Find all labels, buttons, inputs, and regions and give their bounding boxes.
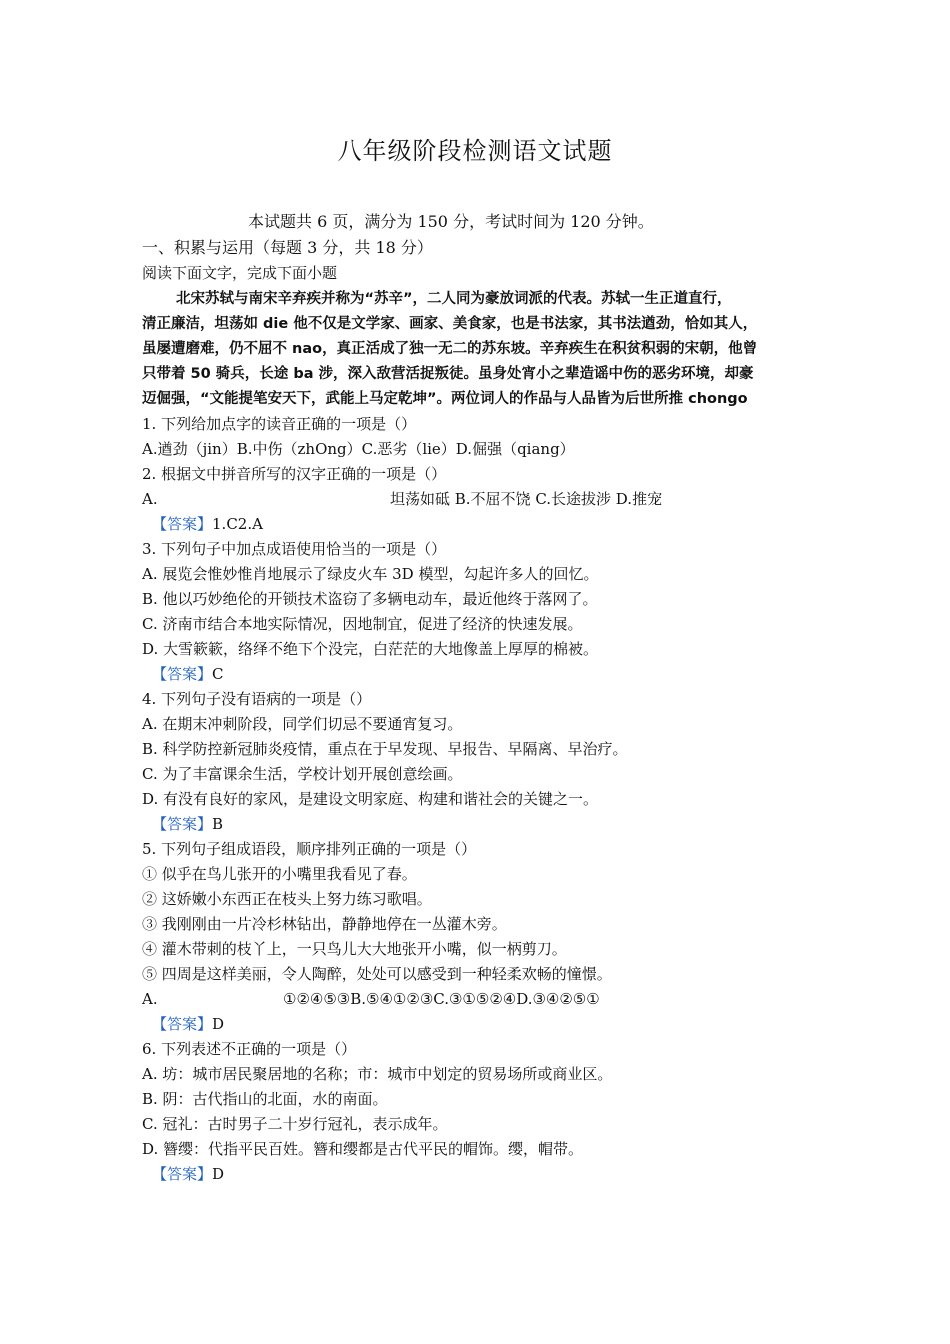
question-5-sentence-3: ③ 我刚刚由一片冷杉林钻出，静静地停在一丛灌木旁。 xyxy=(142,915,507,933)
question-3-stem: 3. 下列句子中加点成语使用恰当的一项是（） xyxy=(142,540,447,558)
question-4-option-c: C. 为了丰富课余生活，学校计划开展创意绘画。 xyxy=(142,765,463,783)
passage-line-2: 清正廉洁，坦荡如 die 他不仅是文学家、画家、美食家，也是书法家，其书法遒劲，恰如其人， xyxy=(142,316,758,332)
answer-5 xyxy=(152,1014,224,1034)
answer-4 xyxy=(152,814,223,834)
question-3-option-d: D. 大雪簌簌，络绎不绝下个没完，白茫茫的大地像盖上厚厚的棉被。 xyxy=(142,640,599,658)
question-6-option-c: C. 冠礼：古时男子二十岁行冠礼，表示成年。 xyxy=(142,1115,448,1133)
question-6-option-a: A. 坊：城市居民聚居地的名称；市：城市中划定的贸易场所或商业区。 xyxy=(142,1065,613,1083)
page-title: 八年级阶段检测语文试题 xyxy=(337,137,613,165)
question-2-options: 坦荡如砥 B.不屈不饶 C.长途拔涉 D.推宠 xyxy=(390,490,663,508)
exam-intro: 本试题共 6 页，满分为 150 分，考试时间为 120 分钟。 xyxy=(248,212,654,231)
question-1-stem: 1. 下列给加点字的读音正确的一项是（） xyxy=(142,415,417,433)
passage-line-5: 迈倔强，“文能提笔安天下，武能上马定乾坤”。两位词人的作品与人品皆为后世所推 chongo xyxy=(142,391,748,407)
question-5-sentence-1: ① 似乎在鸟儿张开的小嘴里我看见了春。 xyxy=(142,865,417,883)
answer-tag: 【答案】 xyxy=(152,665,213,683)
question-3-option-c: C. 济南市结合本地实际情况，因地制宜，促进了经济的快速发展。 xyxy=(142,615,583,633)
answer-tag: 【答案】 xyxy=(152,1015,213,1033)
question-2-option-label: A. xyxy=(142,490,158,508)
answer-value: D xyxy=(212,1165,225,1183)
question-5-option-label: A. xyxy=(142,990,158,1008)
question-4-option-d: D. 有没有良好的家风，是建设文明家庭、构建和谐社会的关键之一。 xyxy=(142,790,599,808)
question-4-stem: 4. 下列句子没有语病的一项是（） xyxy=(142,690,372,708)
answer-tag: 【答案】 xyxy=(152,1165,213,1183)
answer-3 xyxy=(152,664,224,684)
answer-value: 1.C2.A xyxy=(212,515,263,533)
question-6-stem: 6. 下列表述不正确的一项是（） xyxy=(142,1040,357,1058)
answer-1-2 xyxy=(152,514,263,534)
question-5-options: ①②④⑤③B.⑤④①②③C.③①⑤②④D.③④②⑤① xyxy=(283,990,600,1008)
reading-instruction: 阅读下面文字，完成下面小题 xyxy=(142,264,338,282)
question-5-sentence-5: ⑤ 四周是这样美丽，令人陶醉，处处可以感受到一种轻柔欢畅的憧憬。 xyxy=(142,965,612,983)
question-4-option-a: A. 在期末冲刺阶段，同学们切忌不要通宵复习。 xyxy=(142,715,463,733)
question-6-option-d: D. 簪缨：代指平民百姓。簪和缨都是古代平民的帽饰。缨，帽带。 xyxy=(142,1140,584,1158)
question-5-sentence-4: ④ 灌木带刺的枝丫上，一只鸟儿大大地张开小嘴，似一柄剪刀。 xyxy=(142,940,567,958)
section-heading: 一、积累与运用（每题 3 分，共 18 分） xyxy=(142,238,433,257)
passage-line-4: 只带着 50 骑兵，长途 ba 涉，深入敌营活捉叛徒。虽身处宵小之辈造谣中伤的恶劣环境，却豪 xyxy=(142,366,754,382)
question-2-stem: 2. 根据文中拼音所写的汉字正确的一项是（） xyxy=(142,465,447,483)
question-5-sentence-2: ② 这娇嫩小东西正在枝头上努力练习歌唱。 xyxy=(142,890,432,908)
question-3-option-a: A. 展览会惟妙惟肖地展示了绿皮火车 3D 模型，勾起许多人的回忆。 xyxy=(142,565,599,583)
question-5-stem: 5. 下列句子组成语段，顺序排列正确的一项是（） xyxy=(142,840,477,858)
answer-value: B xyxy=(212,815,224,833)
answer-tag: 【答案】 xyxy=(152,815,213,833)
passage-line-1: 北宋苏轼与南宋辛弃疾并称为“苏辛”，二人同为豪放词派的代表。苏轼一生正道直行， xyxy=(176,291,732,307)
answer-6 xyxy=(152,1164,224,1184)
passage-line-3: 虽屡遭磨难，仍不屈不 nao，真正活成了独一无二的苏东坡。辛弃疾生在积贫积弱的宋朝，他曾 xyxy=(142,341,758,357)
question-6-option-b: B. 阴：古代指山的北面，水的南面。 xyxy=(142,1090,388,1108)
question-4-option-b: B. 科学防控新冠肺炎疫情，重点在于早发现、早报告、早隔离、早治疗。 xyxy=(142,740,628,758)
question-1-options: A.遒劲（jin）B.中伤（zhOng）C.恶劣（lie）D.倔强（qiang） xyxy=(142,440,575,458)
answer-tag: 【答案】 xyxy=(152,515,213,533)
answer-value: C xyxy=(212,665,224,683)
answer-value: D xyxy=(212,1015,225,1033)
question-3-option-b: B. 他以巧妙绝伦的开锁技术盗窃了多辆电动车，最近他终于落网了。 xyxy=(142,590,598,608)
